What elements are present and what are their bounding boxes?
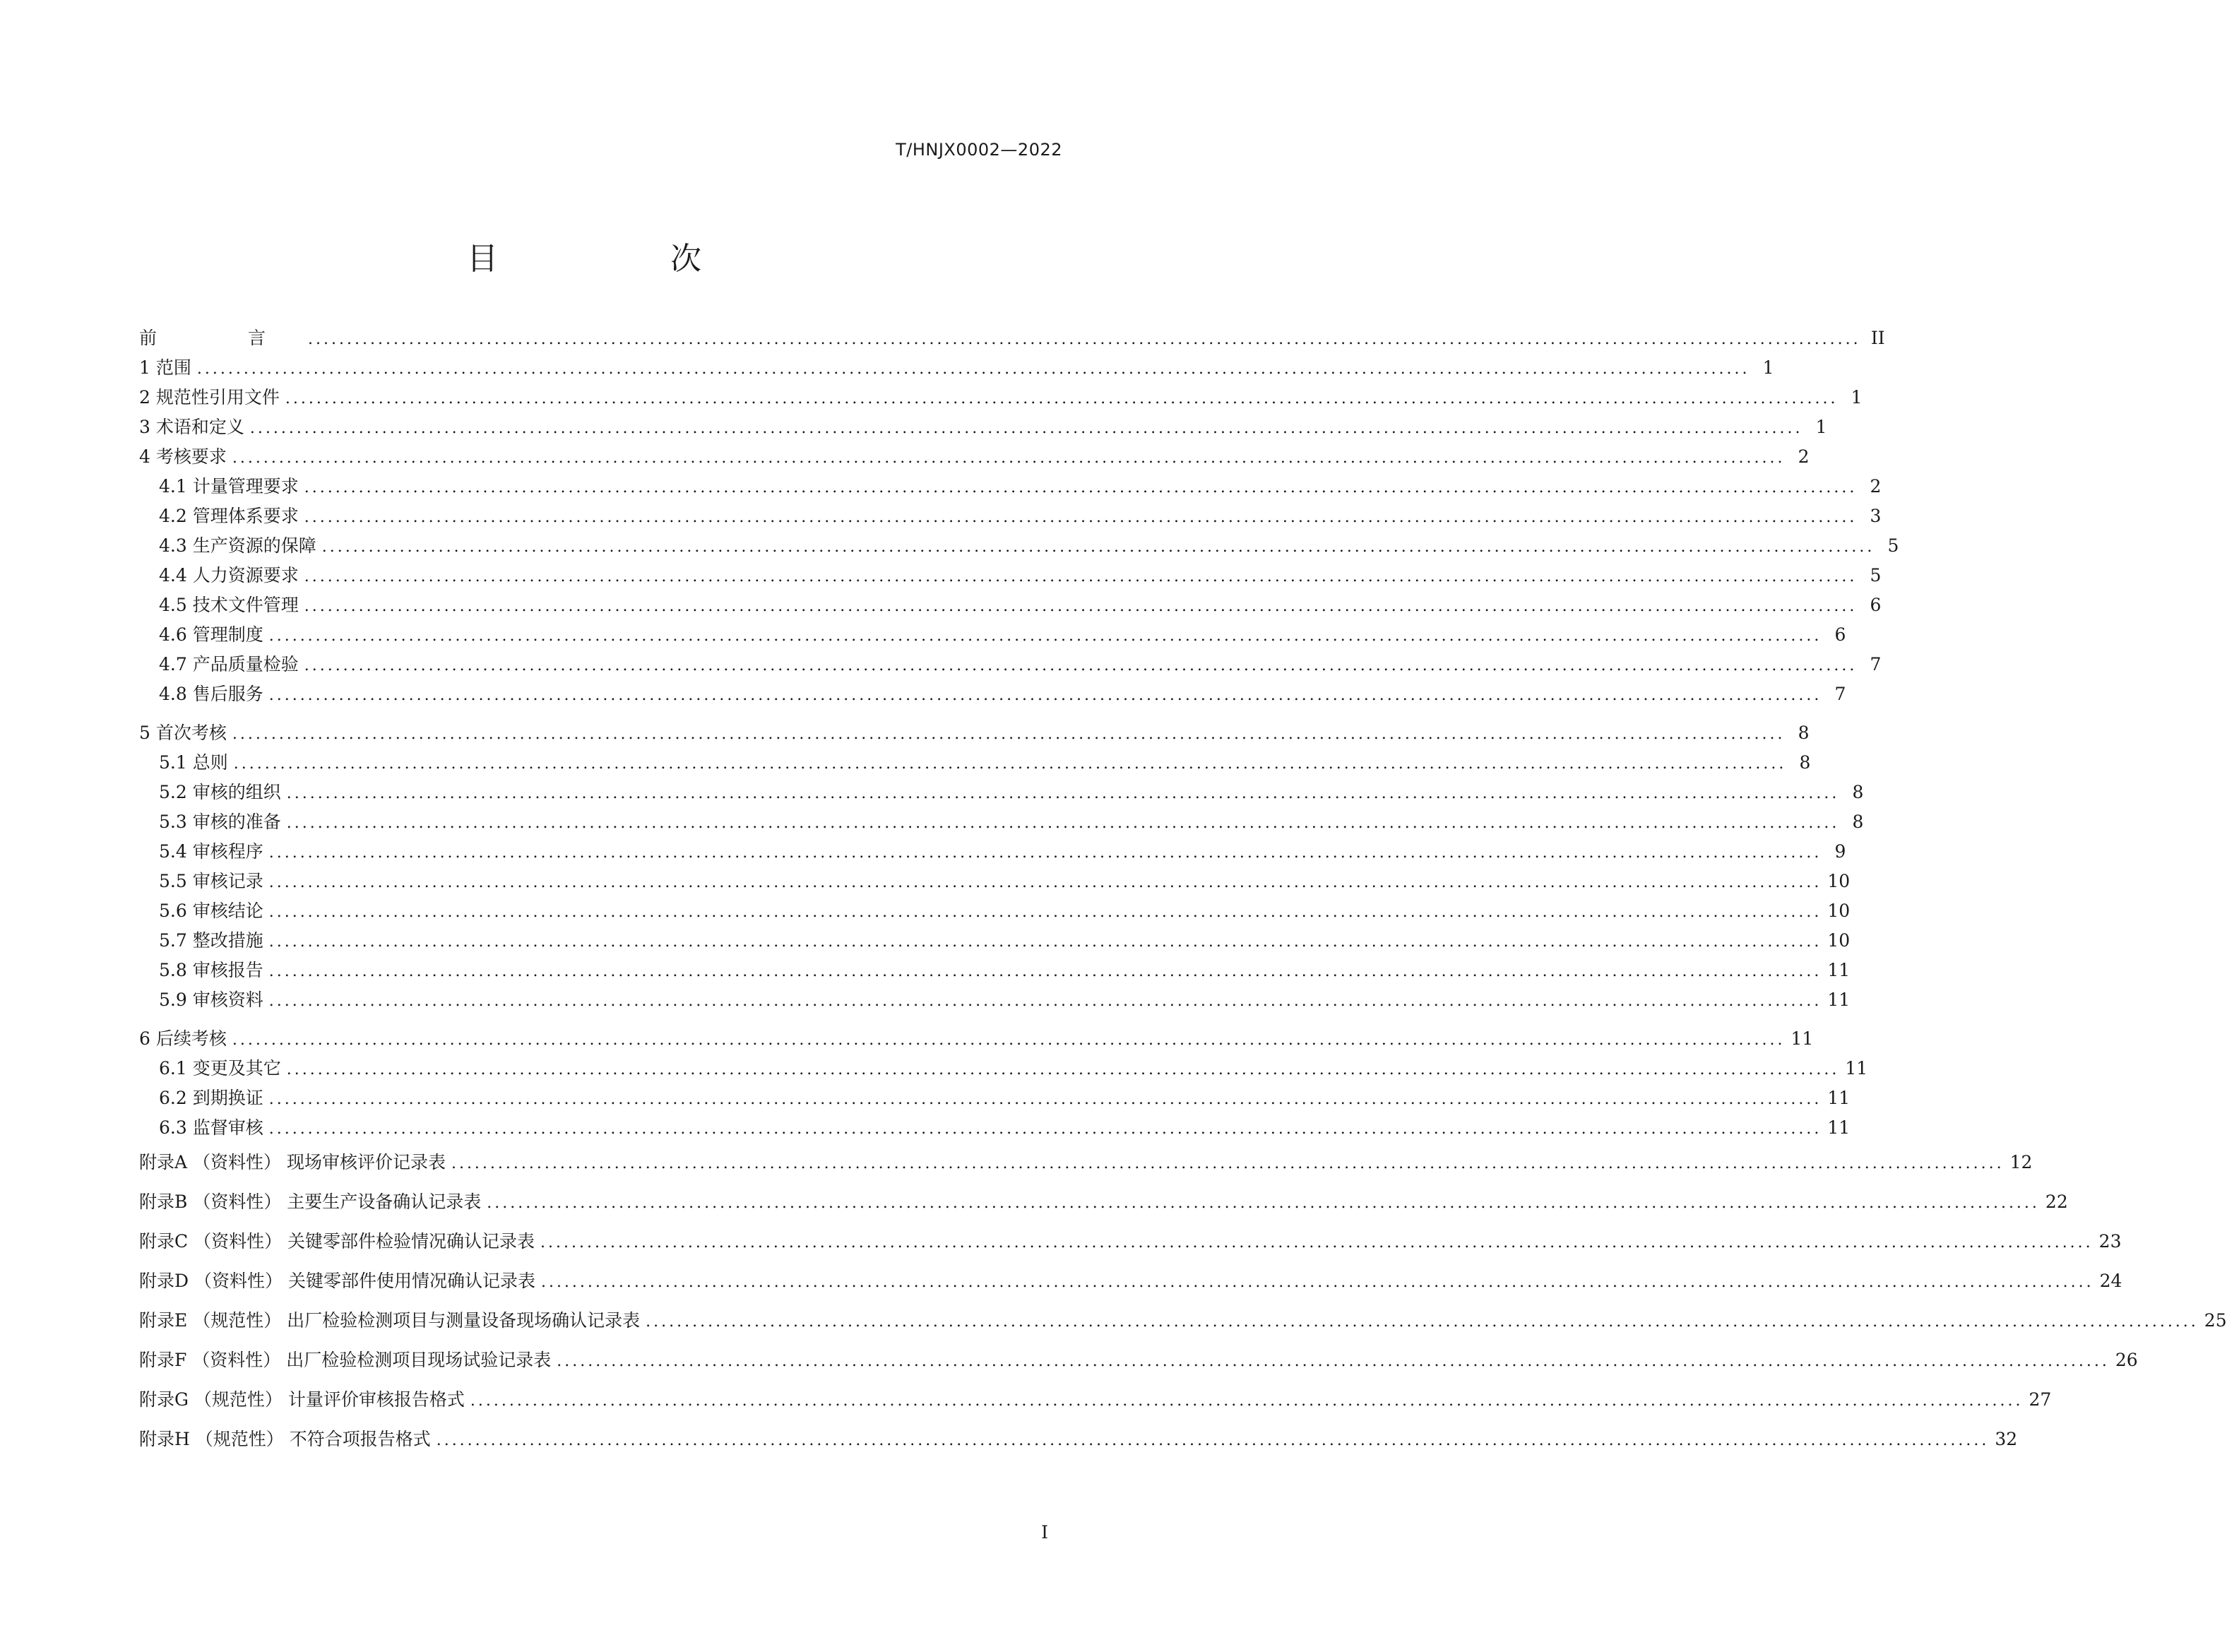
toc-entry-page: 10 xyxy=(1827,901,1851,921)
toc-entry-label: 5.9 审核资料 xyxy=(159,990,263,1010)
toc-entry-label: 5.6 审核结论 xyxy=(159,901,263,921)
toc-entry-page: 7 xyxy=(1834,684,1846,704)
toc-subsection-entry[interactable] xyxy=(139,531,1899,561)
toc-entry-label: 4 考核要求 xyxy=(139,446,227,467)
toc-entry-page: 10 xyxy=(1827,871,1851,891)
toc-entry-label: 6.1 变更及其它 xyxy=(159,1058,281,1078)
toc-entry-page: 7 xyxy=(1870,654,1882,675)
toc-chapter-entry[interactable] xyxy=(139,1024,1814,1054)
toc-entry-label: 4.5 技术文件管理 xyxy=(159,595,299,615)
toc-leader-dots: ........................................................................................................................................................................................................ xyxy=(268,874,1822,891)
toc-entry-page: II xyxy=(1870,328,1885,348)
toc-entry-label: 4.4 人力资源要求 xyxy=(159,565,299,586)
toc-entry-label: 5.5 审核记录 xyxy=(159,871,263,891)
toc-entry-page: 3 xyxy=(1870,506,1882,526)
toc-subsection-entry[interactable] xyxy=(139,650,1882,679)
toc-entry-page: 27 xyxy=(2029,1389,2052,1410)
toc-subsection-entry[interactable] xyxy=(139,985,1851,1015)
toc-leader-dots: ........................................................................................................................................................................................................ xyxy=(285,390,1839,408)
toc-entry-label: 5.1 总则 xyxy=(159,752,228,773)
table-of-contents xyxy=(139,323,2227,1459)
toc-annex-entry[interactable] xyxy=(139,1222,2122,1261)
toc-subsection-entry[interactable] xyxy=(139,501,1882,531)
toc-entry-page: 9 xyxy=(1834,841,1846,862)
toc-leader-dots: ........................................................................................................................................................................................................ xyxy=(540,1234,2094,1252)
toc-entry-label: 3 术语和定义 xyxy=(139,417,244,437)
toc-chapter-entry[interactable] xyxy=(139,323,1885,353)
toc-entry-page: 11 xyxy=(1790,1028,1814,1049)
toc-leader-dots: ........................................................................................................................................................................................................ xyxy=(268,1091,1822,1108)
toc-leader-dots: ........................................................................................................................................................................................................ xyxy=(268,1120,1822,1138)
toc-subsection-entry[interactable] xyxy=(139,926,1851,956)
toc-subsection-entry[interactable] xyxy=(139,1083,1851,1113)
toc-entry-page: 26 xyxy=(2115,1350,2138,1370)
toc-leader-dots: ........................................................................................................................................................................................................ xyxy=(470,1392,2024,1410)
toc-entry-label: 附录H （规范性） 不符合项报告格式 xyxy=(139,1429,431,1449)
toc-entry-page: 11 xyxy=(1827,960,1851,980)
toc-entry-label: 附录D （资料性） 关键零部件使用情况确认记录表 xyxy=(139,1271,535,1291)
toc-leader-dots: ........................................................................................................................................................................................................ xyxy=(268,627,1822,645)
toc-entry-page: 11 xyxy=(1827,1117,1851,1138)
toc-entry-label: 5.7 整改措施 xyxy=(159,930,263,951)
toc-subsection-entry[interactable] xyxy=(139,778,1864,807)
toc-entry-label: 附录A （资料性） 现场审核评价记录表 xyxy=(139,1152,446,1172)
toc-entry-page: 1 xyxy=(1851,387,1863,408)
toc-leader-dots: ........................................................................................................................................................................................................ xyxy=(268,992,1822,1010)
toc-entry-label: 前 言 xyxy=(139,328,303,348)
toc-entry-page: 8 xyxy=(1852,782,1864,802)
toc-entry-page: 10 xyxy=(1827,930,1851,951)
toc-subsection-entry[interactable] xyxy=(139,1054,1868,1083)
toc-annex-entry[interactable] xyxy=(139,1380,2052,1420)
toc-entry-label: 6 后续考核 xyxy=(139,1028,227,1049)
toc-leader-dots: ........................................................................................................................................................................................................ xyxy=(304,657,1858,675)
toc-leader-dots: ........................................................................................................................................................................................................ xyxy=(436,1432,1990,1449)
toc-entry-label: 4.7 产品质量检验 xyxy=(159,654,299,675)
toc-subsection-entry[interactable] xyxy=(139,1113,1851,1143)
toc-entry-label: 5.2 审核的组织 xyxy=(159,782,281,802)
toc-chapter-entry[interactable] xyxy=(139,353,1774,383)
toc-leader-dots: ........................................................................................................................................................................................................ xyxy=(540,1273,2094,1291)
toc-entry-page: 12 xyxy=(2009,1152,2033,1172)
toc-entry-label: 4.8 售后服务 xyxy=(159,684,263,704)
toc-leader-dots: ........................................................................................................................................................................................................ xyxy=(304,568,1858,586)
toc-subsection-entry[interactable] xyxy=(139,748,1811,778)
toc-leader-dots: ........................................................................................................................................................................................................ xyxy=(268,687,1822,704)
toc-subsection-entry[interactable] xyxy=(139,620,1846,650)
toc-entry-page: 8 xyxy=(1798,723,1810,743)
toc-entry-page: 25 xyxy=(2204,1310,2227,1331)
toc-subsection-entry[interactable] xyxy=(139,867,1851,896)
toc-entry-page: 22 xyxy=(2045,1192,2068,1212)
toc-entry-label: 4.6 管理制度 xyxy=(159,624,263,645)
toc-chapter-entry[interactable] xyxy=(139,412,1827,442)
toc-entry-page: 11 xyxy=(1845,1058,1868,1078)
toc-leader-dots: ........................................................................................................................................................................................................ xyxy=(451,1155,2005,1172)
toc-chapter-entry[interactable] xyxy=(139,442,1810,472)
toc-annex-entry[interactable] xyxy=(139,1341,2138,1380)
toc-annex-entry[interactable] xyxy=(139,1301,2227,1341)
toc-entry-label: 4.3 生产资源的保障 xyxy=(159,535,316,556)
toc-entry-page: 5 xyxy=(1870,565,1882,586)
toc-subsection-entry[interactable] xyxy=(139,590,1882,620)
toc-annex-entry[interactable] xyxy=(139,1182,2068,1222)
toc-entry-label: 5.8 审核报告 xyxy=(159,960,263,980)
toc-subsection-entry[interactable] xyxy=(139,837,1846,867)
toc-entry-label: 5 首次考核 xyxy=(139,723,227,743)
toc-leader-dots: ........................................................................................................................................................................................................ xyxy=(286,1061,1840,1078)
toc-annex-entry[interactable] xyxy=(139,1261,2122,1301)
toc-subsection-entry[interactable] xyxy=(139,807,1864,837)
toc-entry-page: 11 xyxy=(1827,1088,1851,1108)
toc-entry-page: 24 xyxy=(2099,1271,2122,1291)
toc-entry-label: 1 范围 xyxy=(139,357,191,378)
toc-leader-dots: ........................................................................................................................................................................................................ xyxy=(232,725,1786,743)
toc-leader-dots: ........................................................................................................................................................................................................ xyxy=(232,449,1786,467)
toc-entry-page: 8 xyxy=(1852,812,1864,832)
toc-entry-page: 11 xyxy=(1827,990,1851,1010)
toc-subsection-entry[interactable] xyxy=(139,472,1882,501)
toc-leader-dots: ........................................................................................................................................................................................................ xyxy=(286,785,1840,802)
toc-entry-label: 4.1 计量管理要求 xyxy=(159,476,299,497)
toc-entry-label: 5.4 审核程序 xyxy=(159,841,263,862)
toc-entry-label: 6.2 到期换证 xyxy=(159,1088,263,1108)
toc-annex-entry[interactable] xyxy=(139,1143,2033,1182)
toc-leader-dots: ........................................................................................................................................................................................................ xyxy=(646,1313,2199,1331)
toc-leader-dots: ........................................................................................................................................................................................................ xyxy=(321,538,1875,556)
toc-leader-dots: ........................................................................................................................................................................................................ xyxy=(308,331,1861,348)
toc-leader-dots: ........................................................................................................................................................................................................ xyxy=(249,420,1803,437)
toc-chapter-entry[interactable] xyxy=(139,383,1863,412)
toc-entry-page: 6 xyxy=(1834,624,1846,645)
toc-entry-label: 附录B （资料性） 主要生产设备确认记录表 xyxy=(139,1192,482,1212)
toc-subsection-entry[interactable] xyxy=(139,956,1851,985)
toc-chapter-entry[interactable] xyxy=(139,718,1810,748)
toc-leader-dots: ........................................................................................................................................................................................................ xyxy=(304,598,1858,615)
toc-subsection-entry[interactable] xyxy=(139,896,1851,926)
toc-entry-page: 23 xyxy=(2098,1231,2122,1252)
toc-entry-page: 2 xyxy=(1870,476,1882,497)
toc-leader-dots: ........................................................................................................................................................................................................ xyxy=(268,903,1822,921)
toc-leader-dots: ........................................................................................................................................................................................................ xyxy=(487,1194,2040,1212)
toc-entry-label: 4.2 管理体系要求 xyxy=(159,506,299,526)
toc-entry-page: 1 xyxy=(1762,357,1774,378)
toc-leader-dots: ........................................................................................................................................................................................................ xyxy=(304,509,1858,526)
toc-entry-label: 附录C （资料性） 关键零部件检验情况确认记录表 xyxy=(139,1231,535,1252)
toc-leader-dots: ........................................................................................................................................................................................................ xyxy=(557,1353,2110,1370)
toc-leader-dots: ........................................................................................................................................................................................................ xyxy=(304,479,1858,497)
toc-entry-label: 附录F （资料性） 出厂检验检测项目现场试验记录表 xyxy=(139,1350,552,1370)
page-number: I xyxy=(1041,1522,1048,1543)
toc-leader-dots: ........................................................................................................................................................................................................ xyxy=(232,1031,1786,1049)
toc-annex-entry[interactable] xyxy=(139,1420,2018,1459)
page-title: 目 次 xyxy=(467,241,772,277)
toc-leader-dots: ........................................................................................................................................................................................................ xyxy=(268,933,1822,951)
toc-leader-dots: ........................................................................................................................................................................................................ xyxy=(196,360,1750,378)
toc-entry-page: 1 xyxy=(1815,417,1827,437)
toc-entry-label: 附录E （规范性） 出厂检验检测项目与测量设备现场确认记录表 xyxy=(139,1310,641,1331)
toc-entry-page: 5 xyxy=(1887,535,1899,556)
toc-entry-label: 附录G （规范性） 计量评价审核报告格式 xyxy=(139,1389,465,1410)
toc-leader-dots: ........................................................................................................................................................................................................ xyxy=(286,814,1840,832)
toc-leader-dots: ........................................................................................................................................................................................................ xyxy=(268,963,1822,980)
toc-entry-page: 2 xyxy=(1798,446,1810,467)
toc-entry-page: 6 xyxy=(1870,595,1882,615)
toc-entry-page: 8 xyxy=(1799,752,1811,773)
toc-subsection-entry[interactable] xyxy=(139,679,1846,709)
toc-leader-dots: ........................................................................................................................................................................................................ xyxy=(233,755,1787,773)
toc-entry-label: 5.3 审核的准备 xyxy=(159,812,281,832)
toc-entry-label: 6.3 监督审核 xyxy=(159,1117,263,1138)
toc-leader-dots: ........................................................................................................................................................................................................ xyxy=(268,844,1822,862)
document-code: T/HNJX0002—2022 xyxy=(896,140,1062,160)
toc-entry-label: 2 规范性引用文件 xyxy=(139,387,280,408)
toc-entry-page: 32 xyxy=(1995,1429,2018,1449)
toc-subsection-entry[interactable] xyxy=(139,561,1882,590)
